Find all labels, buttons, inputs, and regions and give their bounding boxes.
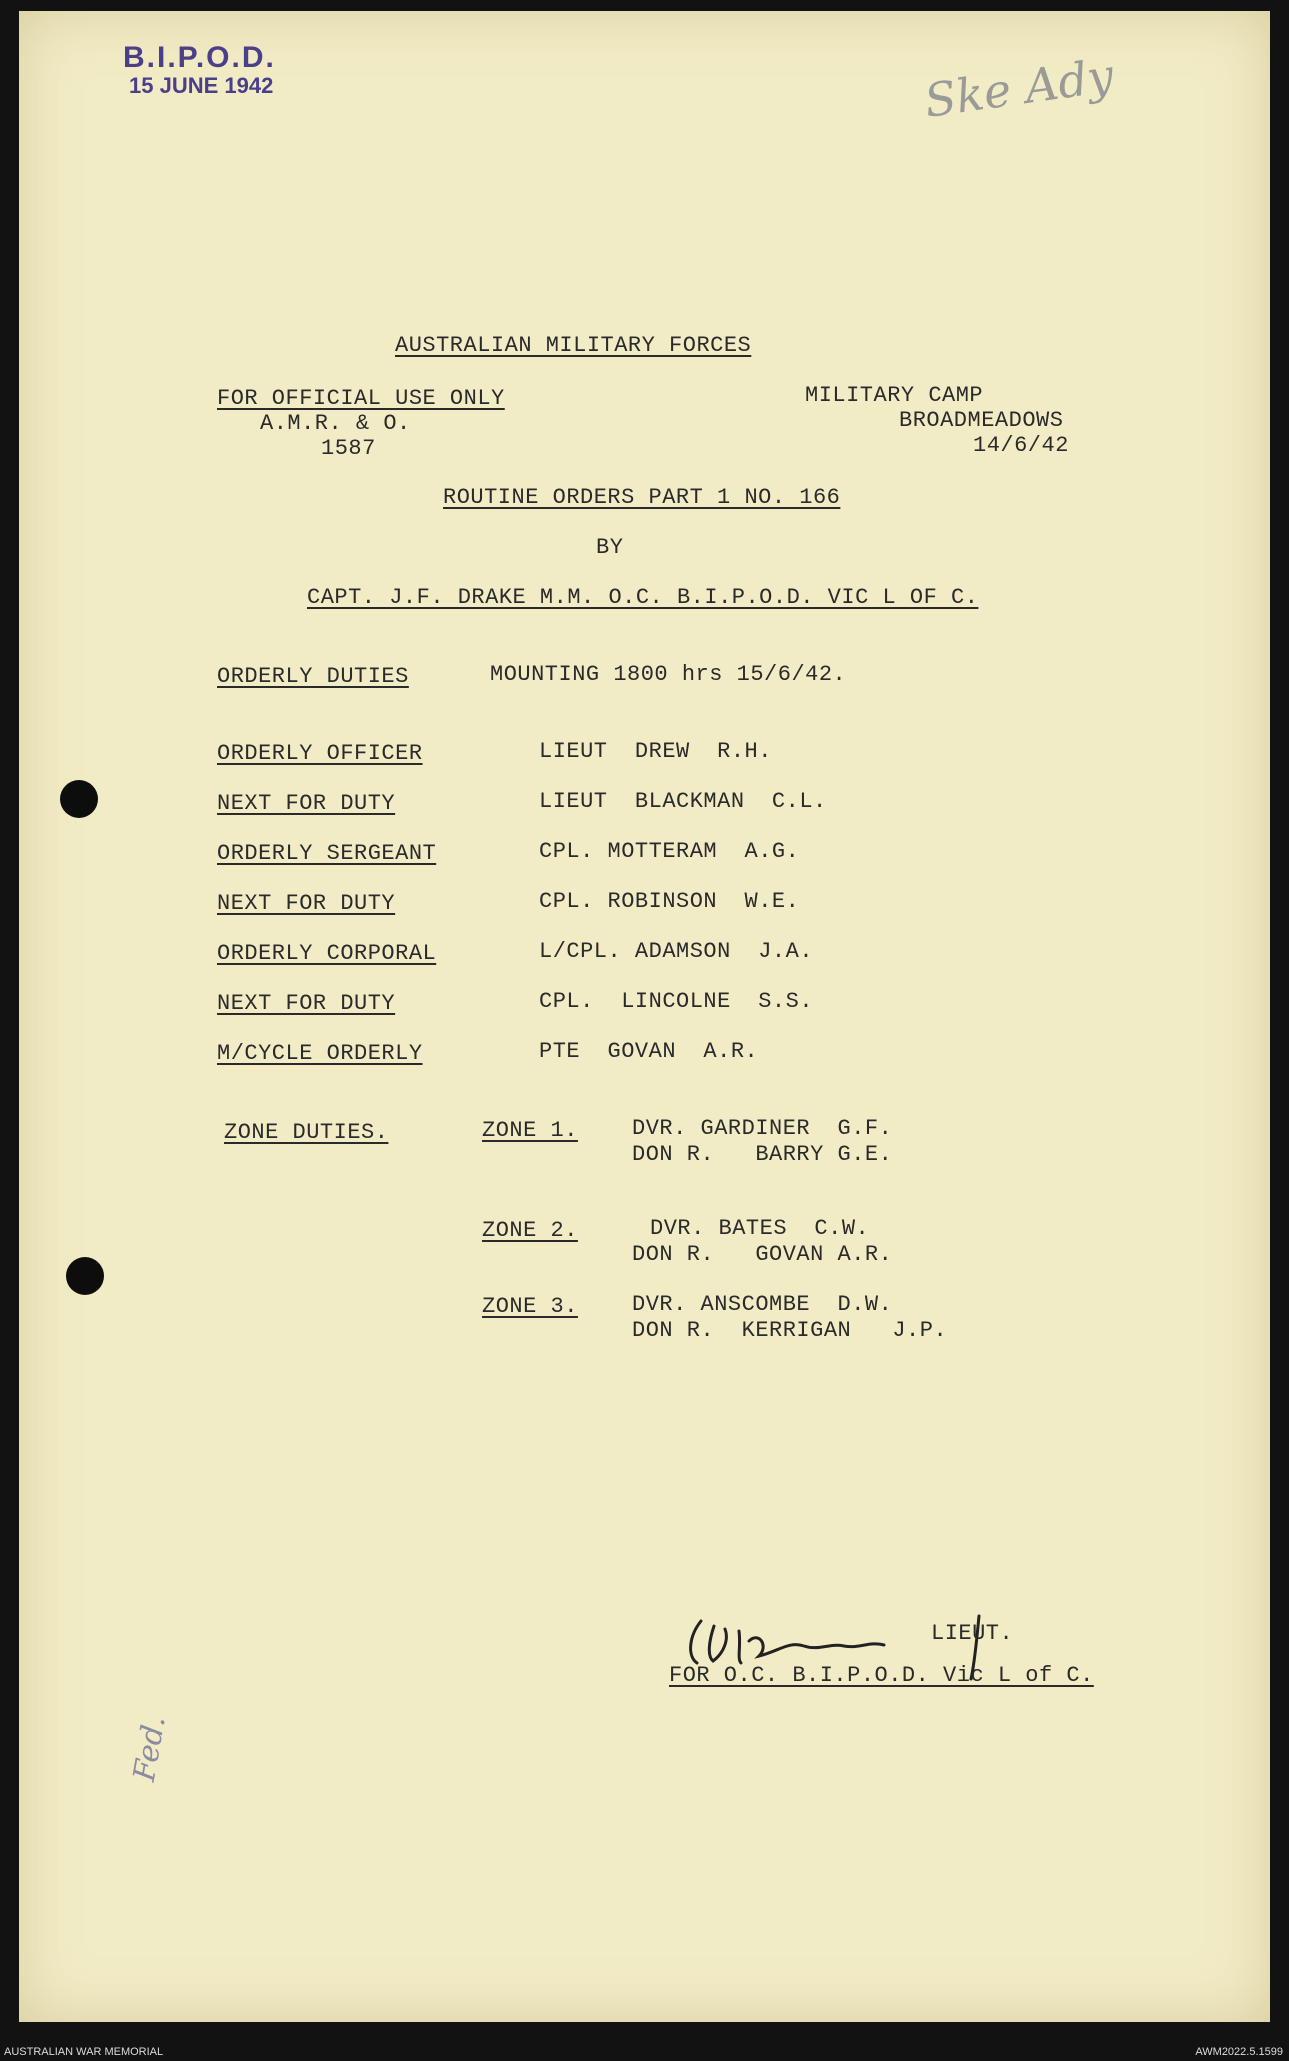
orderly-duties-label: ORDERLY DUTIES (217, 664, 409, 689)
duty-name: LIEUT DREW R.H. (539, 739, 772, 764)
footer-credit: AUSTRALIAN WAR MEMORIAL (4, 2046, 164, 2058)
zone-driver: DVR. GARDINER G.F. (632, 1116, 893, 1141)
zone-don-r: DON R. GOVAN A.R. (632, 1242, 893, 1267)
duty-role: ORDERLY OFFICER (217, 741, 423, 766)
duty-name: L/CPL. ADAMSON J.A. (539, 939, 814, 964)
orders-issuer: CAPT. J.F. DRAKE M.M. O.C. B.I.P.O.D. VIC L OF C. (307, 585, 979, 610)
duty-role: ORDERLY CORPORAL (217, 941, 437, 966)
duty-name: CPL. LINCOLNE S.S. (539, 989, 814, 1014)
zone-driver: DVR. ANSCOMBE D.W. (632, 1292, 893, 1317)
orders-by: BY (596, 535, 624, 560)
reference-number: 1587 (321, 436, 376, 461)
margin-note: Fed. (126, 1713, 173, 1784)
duty-role: NEXT FOR DUTY (217, 791, 396, 816)
zone-label: ZONE 3. (482, 1294, 578, 1319)
duty-name: CPL. MOTTERAM A.G. (539, 839, 800, 864)
duty-role: NEXT FOR DUTY (217, 991, 396, 1016)
punch-hole (66, 1257, 104, 1295)
orders-title: ROUTINE ORDERS PART 1 NO. 166 (443, 485, 841, 510)
camp-name-line2: BROADMEADOWS (899, 408, 1064, 433)
handwritten-annotation: Ske Ady (921, 48, 1117, 128)
signature-rank: LIEUT. (931, 1621, 1014, 1646)
doc-header-title: AUSTRALIAN MILITARY FORCES (395, 333, 752, 358)
signature-block: FOR O.C. B.I.P.O.D. Vic L of C. (669, 1663, 1094, 1688)
duty-name: CPL. ROBINSON W.E. (539, 889, 800, 914)
reference-line: A.M.R. & O. (260, 411, 411, 436)
zone-label: ZONE 2. (482, 1218, 578, 1243)
punch-hole (60, 780, 98, 818)
doc-date: 14/6/42 (973, 433, 1069, 458)
duty-role: NEXT FOR DUTY (217, 891, 396, 916)
duty-role: M/CYCLE ORDERLY (217, 1041, 423, 1066)
stamp-org: B.I.P.O.D. (123, 41, 276, 74)
duty-name: LIEUT BLACKMAN C.L. (539, 789, 827, 814)
stamp-date: 15 JUNE 1942 (129, 73, 274, 98)
footer-accession: AWM2022.5.1599 (1195, 2046, 1283, 2058)
zone-don-r: DON R. BARRY G.E. (632, 1142, 893, 1167)
zone-don-r: DON R. KERRIGAN J.P. (632, 1318, 948, 1343)
zone-driver: DVR. BATES C.W. (650, 1216, 870, 1241)
classification-line: FOR OFFICIAL USE ONLY (217, 386, 505, 411)
duty-role: ORDERLY SERGEANT (217, 841, 437, 866)
receipt-stamp (123, 41, 276, 99)
orderly-duties-value: MOUNTING 1800 hrs 15/6/42. (490, 662, 847, 687)
document-page (19, 11, 1270, 2022)
camp-name-line1: MILITARY CAMP (805, 383, 984, 408)
zone-label: ZONE 1. (482, 1118, 578, 1143)
duty-name: PTE GOVAN A.R. (539, 1039, 759, 1064)
zone-duties-label: ZONE DUTIES. (224, 1120, 389, 1145)
